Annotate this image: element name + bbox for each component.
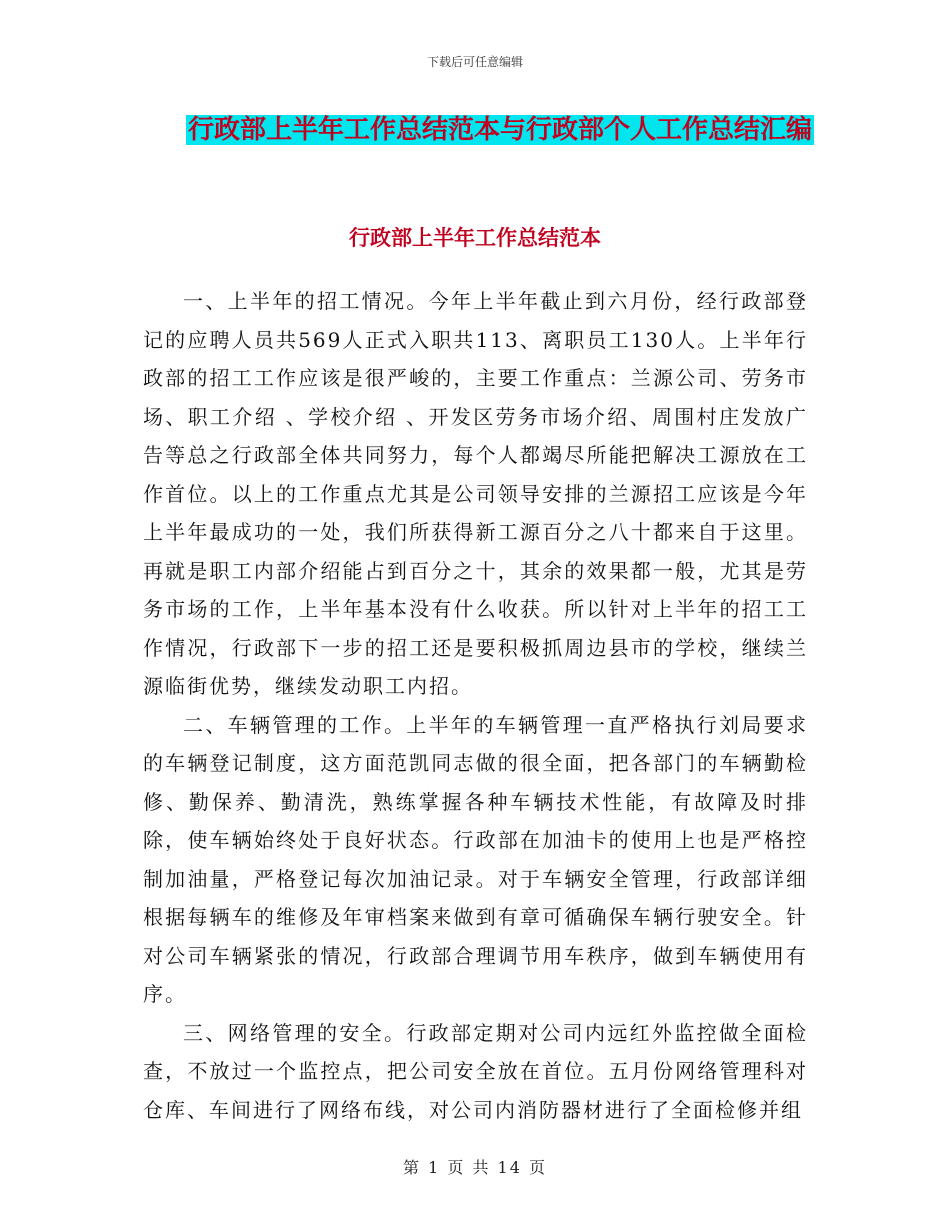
page-footer-number: 第 1 页 共 14 页 (403, 1158, 547, 1177)
paragraph-network-security: 三、网络管理的安全。行政部定期对公司内远红外监控做全面检查，不放过一个监控点，把公司安全放在首位。五月份网络管理科对仓库、车间进行了网络布线，对公司内消防器材进行了全面检修并组 (143, 1020, 808, 1122)
paragraph-recruitment: 一、上半年的招工情况。今年上半年截止到六月份，经行政部登记的应聘人员共569人正式入职共113、离职员工130人。上半年行政部的招工工作应该是很严峻的，主要工作重点：兰源公司、劳务市场、职工介绍 、学校介绍 、开发区劳务市场介绍、周围村庄发放广告等总之行政部全体共同努力，每个人都竭尽所能把解决工源放在工作首位。以上的工作重点尤其是公司领导安排的兰源招工应该是今年上半年最成功的一处，我们所获得新工源百分之八十都来自于这里。再就是职工内部介绍能占到百分之十，其余的效果都一般，尤其是劳务市场的工作，上半年基本没有什么收获。所以针对上半年的招工工作情况，行政部下一步的招工还是要积极抓周边县市的学校，继续兰源临街优势，继续发动职工内招。 (143, 289, 808, 698)
section-title: 行政部上半年工作总结范本 (349, 225, 601, 250)
document-title (180, 106, 820, 154)
document-title-text: 行政部上半年工作总结范本与行政部个人工作总结汇编 (187, 115, 812, 145)
paragraph-vehicle-management: 二、车辆管理的工作。上半年的车辆管理一直严格执行刘局要求的车辆登记制度，这方面范凯同志做的很全面，把各部门的车辆勤检修、勤保养、勤清洗，熟练掌握各种车辆技术性能，有故障及时排除，使车辆始终处于良好状态。行政部在加油卡的使用上也是严格控制加油量，严格登记每次加油记录。对于车辆安全管理，行政部详细根据每辆车的维修及年审档案来做到有章可循确保车辆行驶安全。针对公司车辆紧张的情况，行政部合理调节用车秩序，做到车辆使用有序。 (143, 712, 808, 1006)
page-header-note: 下载后可任意编辑 (426, 55, 523, 69)
document-body (143, 282, 808, 1129)
